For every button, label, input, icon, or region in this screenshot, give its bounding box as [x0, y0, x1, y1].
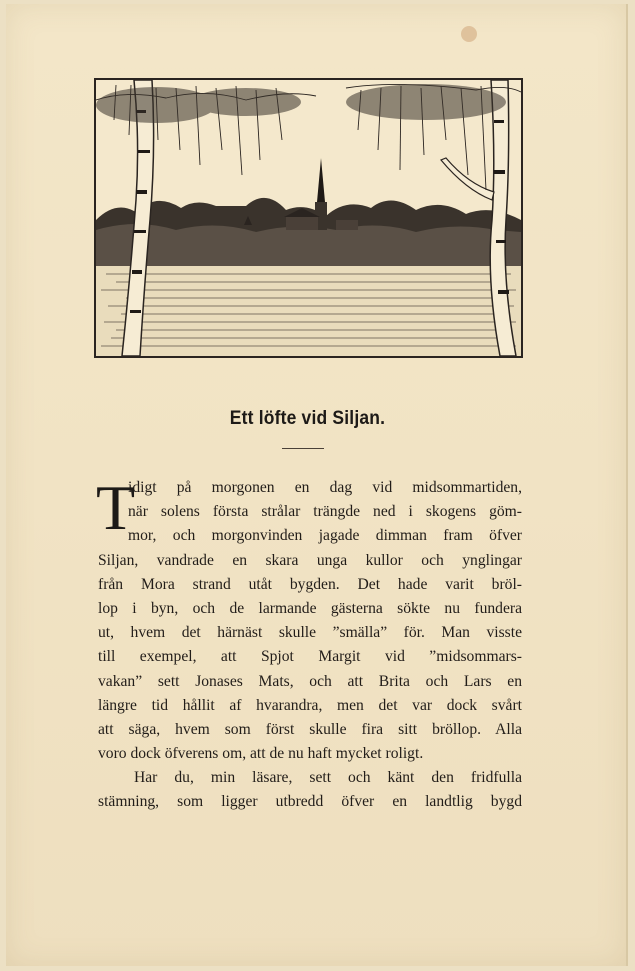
text-line: idigt på morgonen en dag vid midsommartiden, — [128, 479, 522, 496]
chapter-title: Ett löfte vid Siljan. — [229, 408, 386, 429]
text-line: längre tid hållit af hvarandra, men det var dock svårt — [98, 696, 522, 714]
lake-church-illustration — [94, 78, 523, 358]
title-divider — [282, 448, 324, 449]
text-line: voro dock öfverens om, att de nu haft mycket roligt. — [98, 745, 424, 763]
drop-cap: T — [96, 472, 136, 543]
text-line: att säga, hvem som först skulle fira sitt bröllop. Alla — [98, 720, 522, 738]
text-line: från Mora strand utåt bygden. Det hade varit bröl- — [98, 575, 522, 593]
book-page — [6, 4, 628, 966]
text-line: Siljan, vandrade en skara unga kullor och ynglingar — [98, 551, 522, 569]
text-line: stämning, som ligger utbredd öfver en landtlig bygd — [98, 793, 522, 811]
text-line: när solens första strålar trängde ned i skogens göm- — [128, 503, 522, 521]
text-line: ut, hvem det härnäst skulle ”smälla” för. Man visste — [98, 624, 522, 642]
body-text — [96, 472, 522, 815]
text-line: vakan” sett Jonases Mats, och att Brita och Lars en — [98, 672, 522, 690]
text-line: mor, och morgonvinden jagade dimman fram öfver — [128, 527, 522, 545]
text-line: lop i byn, och de larmande gästerna sökte nu fundera — [98, 599, 522, 617]
text-line: Har du, min läsare, sett och känt den fridfulla — [134, 769, 522, 787]
text-line: till exempel, att Spjot Margit vid ”midsommars- — [98, 648, 522, 666]
paper-stain — [461, 26, 477, 42]
